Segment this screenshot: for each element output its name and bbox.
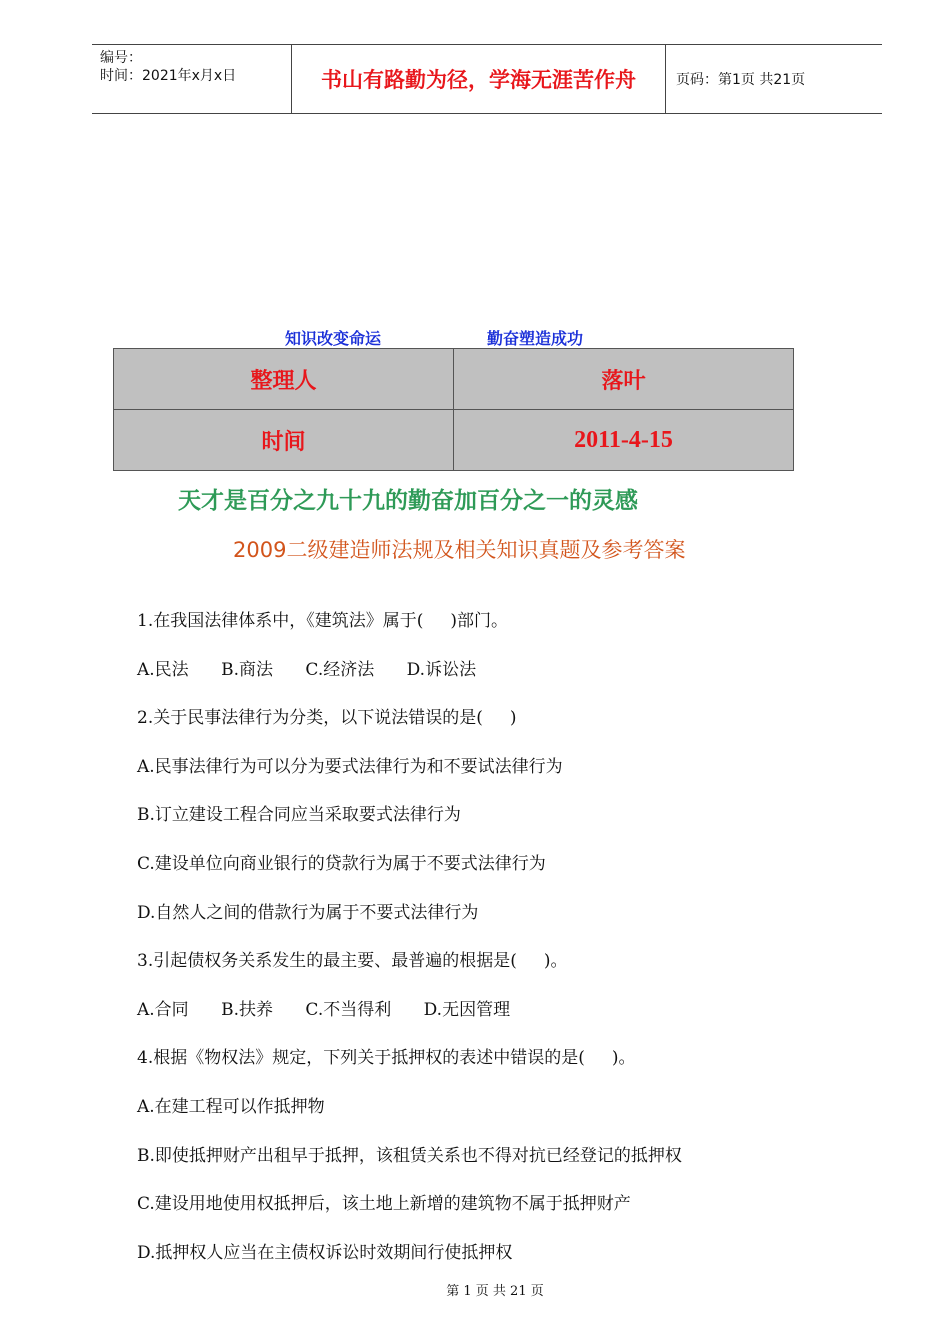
time-value: 2011-4-15 [454, 410, 794, 471]
banner-left: 知识改变命运 [285, 329, 382, 348]
question-line: 4.根据《物权法》规定，下列关于抵押权的表述中错误的是( )。 [137, 1048, 636, 1069]
header-number-label: 编号： [100, 50, 142, 66]
header-motto: 书山有路勤为径，学海无涯苦作舟 [292, 45, 666, 113]
question-line: B.订立建设工程合同应当采取要式法律行为 [137, 805, 461, 826]
banner-right: 勤奋塑造成功 [487, 329, 584, 348]
time-label: 时间 [114, 410, 454, 471]
page-footer: 第 1 页 共 21 页 [446, 1284, 544, 1299]
question-line: 3.引起债权务关系发生的最主要、最普遍的根据是( )。 [137, 951, 568, 972]
organizer-label: 整理人 [114, 349, 454, 410]
question-line: 1.在我国法律体系中，《建筑法》属于( )部门。 [137, 611, 509, 631]
question-line: A.民法 B.商法 C.经济法 D.诉讼法 [137, 659, 477, 680]
question-line: A.民事法律行为可以分为要式法律行为和不要试法律行为 [137, 756, 563, 777]
banner-motto [0, 326, 950, 348]
quote: 天才是百分之九十九的勤奋加百分之一的灵感 [178, 488, 638, 514]
question-line: D.抵押权人应当在主债权诉讼时效期间行使抵押权 [137, 1242, 513, 1263]
header-time-label: 时间：2021年x月x日 [100, 68, 237, 84]
doc-title: 2009二级建造师法规及相关知识真题及参考答案 [233, 538, 686, 562]
info-row-organizer [114, 349, 794, 410]
question-line: 2.关于民事法律行为分类，以下说法错误的是( ) [137, 708, 517, 729]
question-line: B.即使抵押财产出租早于抵押，该租赁关系也不得对抗已经登记的抵押权 [137, 1145, 682, 1166]
page-header [92, 44, 882, 114]
question-line: A.在建工程可以作抵押物 [137, 1096, 325, 1117]
question-line: A.合同 B.扶养 C.不当得利 D.无因管理 [137, 999, 511, 1020]
header-meta [92, 45, 292, 113]
info-row-time [114, 410, 794, 471]
question-list [137, 597, 897, 1277]
question-line: D.自然人之间的借款行为属于不要式法律行为 [137, 902, 479, 923]
question-line: C.建设单位向商业银行的贷款行为属于不要式法律行为 [137, 853, 546, 874]
organizer-value: 落叶 [454, 349, 794, 410]
header-page-info: 页码：第1页 共21页 [676, 72, 806, 88]
question-line: C.建设用地使用权抵押后，该土地上新增的建筑物不属于抵押财产 [137, 1194, 631, 1215]
info-table [113, 348, 794, 471]
